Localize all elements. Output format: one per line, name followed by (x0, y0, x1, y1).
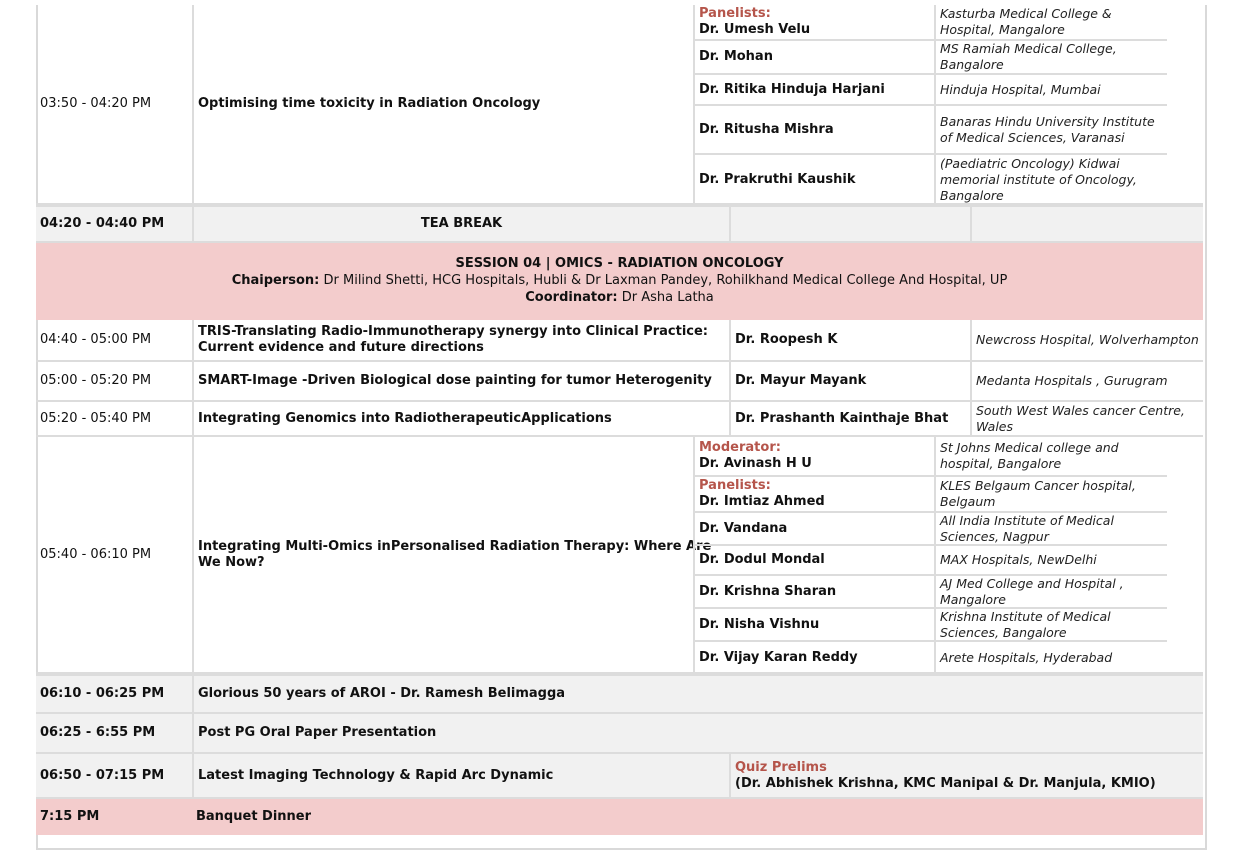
moderator-name-cell (693, 437, 934, 475)
coordinator-value: Dr Asha Latha (617, 290, 714, 305)
topic-cell: Optimising time toxicity in Radiation Oncology (192, 5, 729, 203)
time-cell: 06:25 - 6:55 PM (40, 725, 156, 740)
institution-cell: Medanta Hospitals , Gurugram (970, 362, 1203, 400)
panelist-name: Dr. Vandana (693, 513, 934, 544)
session-header (36, 243, 1203, 320)
time-cell: 05:00 - 05:20 PM (40, 373, 152, 388)
topic-cell: Glorious 50 years of AROI - Dr. Ramesh Belimagga (192, 676, 1203, 712)
panelist-institution: MS Ramiah Medical College, Bangalore (934, 41, 1167, 73)
moderator-label: Moderator: (699, 440, 781, 455)
panelist-institution: Krishna Institute of Medical Sciences, Bangalore (934, 609, 1167, 640)
moderator-name: Dr. Avinash H U (699, 456, 812, 471)
time-cell: 05:20 - 05:40 PM (40, 410, 152, 426)
dinner-row (36, 799, 1203, 835)
panelist-institution: KLES Belgaum Cancer hospital, Belgaum (934, 477, 1167, 511)
panelist-row (693, 642, 1167, 674)
topic-cell: SMART-Image -Driven Biological dose painting for tumor Heterogenity (192, 362, 729, 400)
moderator-row (693, 437, 1167, 477)
panelist-institution: AJ Med College and Hospital , Mangalore (934, 576, 1167, 607)
panelist-name-cell (693, 477, 934, 511)
coordinator-line (36, 289, 1203, 306)
time-cell: 03:50 - 04:20 PM (40, 96, 152, 111)
panelist-institution: Arete Hospitals, Hyderabad (934, 642, 1167, 674)
time-cell: 04:20 - 04:40 PM (40, 216, 165, 231)
panelist-institution: Hinduja Hospital, Mumbai (934, 75, 1167, 104)
institution-cell: South West Wales cancer Centre, Wales (970, 402, 1203, 435)
topic-cell: Post PG Oral Paper Presentation (192, 714, 1203, 752)
moderator-institution: St Johns Medical college and hospital, Bangalore (934, 437, 1167, 475)
time-cell: 06:50 - 07:15 PM (40, 767, 165, 783)
topic-cell: Integrating Multi-Omics inPersonalised Radiation Therapy: Where Are We Now? (192, 437, 729, 672)
session-title: SESSION 04 | OMICS - RADIATION ONCOLOGY (455, 256, 784, 271)
time-cell: 05:40 - 06:10 PM (40, 546, 152, 562)
topic-cell: TRIS-Translating Radio-Immunotherapy synergy into Clinical Practice: Current evidence and future directions (192, 320, 729, 360)
talk-row (36, 362, 1203, 402)
empty-cell (729, 207, 970, 241)
event-row (36, 674, 1203, 714)
panelist-institution: (Paediatric Oncology) Kidwai memorial institute of Oncology, Bangalore (934, 155, 1167, 205)
chairperson-line (36, 272, 1203, 289)
talk-row (36, 320, 1203, 362)
panelists-label: Panelists: (699, 478, 771, 493)
panelist-name: Dr. Ritika Hinduja Harjani (693, 75, 934, 104)
panelist-row (693, 75, 1167, 106)
dinner-label: Banquet Dinner (196, 809, 312, 824)
event-row (36, 714, 1203, 754)
panelist-name: Dr. Dodul Mondal (693, 546, 934, 574)
panelist-name: Dr. Mohan (693, 41, 934, 73)
panelist-name: Dr. Prakruthi Kaushik (693, 155, 934, 205)
topic-cell: Integrating Genomics into RadiotherapeuticApplications (192, 402, 729, 435)
empty-cell (970, 207, 1203, 241)
panelist-name: Dr. Vijay Karan Reddy (693, 642, 934, 674)
panelist-name: Dr. Nisha Vishnu (693, 609, 934, 640)
speaker-cell: Dr. Roopesh K (729, 320, 970, 360)
time-cell: 7:15 PM (40, 809, 100, 824)
panelist-name-cell (693, 5, 934, 39)
speaker-cell: Dr. Mayur Mayank (729, 362, 970, 400)
panelist-row (693, 609, 1167, 642)
panelist-name: Dr. Krishna Sharan (693, 576, 934, 607)
tea-break-label: TEA BREAK (192, 207, 729, 241)
institution-cell: Newcross Hospital, Wolverhampton (970, 320, 1203, 360)
panelist-row (693, 546, 1167, 576)
panelist-institution: Banaras Hindu University Institute of Medical Sciences, Varanasi (934, 106, 1167, 153)
coordinator-label: Coordinator: (525, 290, 618, 305)
tea-break-row (36, 205, 1203, 243)
panelist-row (693, 41, 1167, 75)
panelist-row (693, 477, 1167, 513)
quiz-cell (729, 754, 1203, 797)
panelist-name: Dr. Imtiaz Ahmed (699, 494, 825, 509)
panelist-row (693, 576, 1167, 609)
panelist-name: Dr. Ritusha Mishra (693, 106, 934, 153)
quiz-label: Quiz Prelims (735, 759, 827, 775)
talk-row (36, 402, 1203, 437)
panelist-institution: All India Institute of Medical Sciences, Nagpur (934, 513, 1167, 544)
chairperson-value: Dr Milind Shetti, HCG Hospitals, Hubli & Dr Laxman Pandey, Rohilkhand Medical College And Hospital, UP (319, 273, 1008, 288)
panelist-row (693, 155, 1167, 205)
panelists-label: Panelists: (699, 6, 771, 21)
time-cell: 04:40 - 05:00 PM (40, 332, 152, 347)
panelist-row (693, 513, 1167, 546)
time-cell: 06:10 - 06:25 PM (40, 686, 165, 701)
panelist-row (693, 106, 1167, 155)
chairperson-label: Chaiperson: (231, 273, 320, 288)
speaker-cell: Dr. Prashanth Kainthaje Bhat (729, 402, 970, 435)
event-row (36, 754, 1203, 799)
topic-cell: Latest Imaging Technology & Rapid Arc Dynamic (192, 754, 729, 797)
panelist-institution: MAX Hospitals, NewDelhi (934, 546, 1167, 574)
panelist-institution: Kasturba Medical College & Hospital, Mangalore (934, 5, 1167, 39)
panelist-row (693, 5, 1167, 41)
quiz-detail: (Dr. Abhishek Krishna, KMC Manipal & Dr. Manjula, KMIO) (735, 775, 1156, 791)
panelist-name: Dr. Umesh Velu (699, 22, 811, 37)
